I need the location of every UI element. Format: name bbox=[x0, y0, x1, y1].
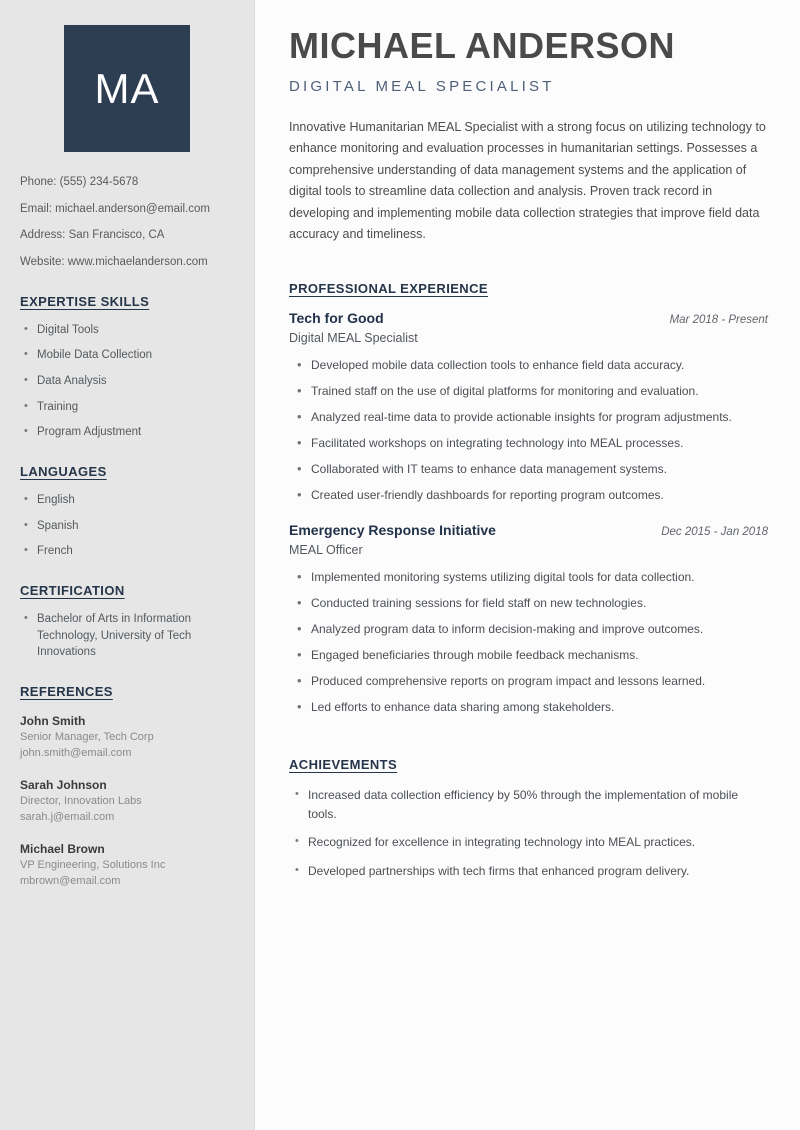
reference-email: sarah.j@email.com bbox=[20, 810, 115, 823]
list-item: • Analyzed program data to inform decision-making and improve outcomes. bbox=[289, 620, 768, 638]
section-heading-references: REFERENCES bbox=[20, 684, 113, 700]
list-item: • Training bbox=[20, 399, 234, 416]
experience-bullets bbox=[289, 568, 768, 716]
contact-phone: Phone: (555) 234-5678 bbox=[20, 176, 139, 188]
avatar bbox=[64, 25, 190, 152]
experience-header bbox=[289, 310, 768, 326]
achievements-list bbox=[289, 786, 768, 880]
list-item: • Facilitated workshops on integrating technology into MEAL processes. bbox=[289, 434, 768, 452]
list-item: • Conducted training sessions for field staff on new technologies. bbox=[289, 594, 768, 612]
reference-name: Sarah Johnson bbox=[20, 777, 107, 792]
section-heading-experience: PROFESSIONAL EXPERIENCE bbox=[289, 281, 488, 297]
professional-title: DIGITAL MEAL SPECIALIST bbox=[289, 77, 555, 95]
list-item: • Recognized for excellence in integrating technology into MEAL practices. bbox=[289, 833, 768, 852]
experience-item bbox=[289, 310, 768, 504]
section-certification bbox=[20, 582, 234, 661]
list-item: • Produced comprehensive reports on program impact and lessons learned. bbox=[289, 672, 768, 690]
contact-website: Website: www.michaelanderson.com bbox=[20, 256, 208, 269]
list-item: • Bachelor of Arts in Information Technology, University of Tech Innovations bbox=[20, 611, 234, 661]
languages-list bbox=[20, 492, 234, 560]
list-item: • Data Analysis bbox=[20, 373, 234, 390]
reference-name: Michael Brown bbox=[20, 841, 105, 856]
contact-address: Address: San Francisco, CA bbox=[20, 229, 165, 242]
list-item: • Program Adjustment bbox=[20, 424, 234, 441]
reference-item bbox=[20, 840, 234, 890]
section-heading-languages: LANGUAGES bbox=[20, 464, 107, 480]
list-item: • Developed partnerships with tech firms that enhanced program delivery. bbox=[289, 862, 768, 881]
list-item: • Created user-friendly dashboards for reporting program outcomes. bbox=[289, 486, 768, 504]
list-item: • Digital Tools bbox=[20, 322, 234, 339]
sidebar bbox=[0, 0, 255, 1130]
list-item: • Developed mobile data collection tools to enhance field data accuracy. bbox=[289, 356, 768, 374]
reference-role: VP Engineering, Solutions Inc bbox=[20, 858, 166, 871]
experience-bullets bbox=[289, 356, 768, 504]
section-heading-skills: EXPERTISE SKILLS bbox=[20, 293, 150, 309]
experience-company: Tech for Good bbox=[289, 310, 384, 327]
list-item: • Mobile Data Collection bbox=[20, 347, 234, 364]
list-item: • French bbox=[20, 543, 234, 560]
section-languages bbox=[20, 463, 234, 560]
main-content bbox=[255, 0, 800, 1130]
list-item: • Implemented monitoring systems utilizing digital tools for data collection. bbox=[289, 568, 768, 586]
experience-role: Digital MEAL Specialist bbox=[289, 331, 418, 346]
section-heading-achievements: ACHIEVEMENTS bbox=[289, 757, 398, 773]
experience-company: Emergency Response Initiative bbox=[289, 522, 496, 539]
reference-role: Director, Innovation Labs bbox=[20, 794, 142, 807]
reference-email: mbrown@email.com bbox=[20, 874, 121, 887]
reference-item bbox=[20, 712, 234, 762]
list-item: • English bbox=[20, 492, 234, 509]
list-item: • Increased data collection efficiency by 50% through the implementation of mobile tools. bbox=[289, 786, 768, 823]
experience-date: Mar 2018 - Present bbox=[669, 314, 768, 327]
list-item: • Spanish bbox=[20, 518, 234, 535]
page-title: MICHAEL ANDERSON bbox=[289, 25, 676, 66]
skills-list bbox=[20, 322, 234, 441]
section-expertise-skills bbox=[20, 293, 234, 441]
experience-item bbox=[289, 522, 768, 716]
professional-summary: Innovative Humanitarian MEAL Specialist with a strong focus on utilizing technology to enhance monitoring and evaluation processes in humanitarian settings. Possesses a comprehensive understanding of data management systems and the application of digital tools to streamline data collection and analysis. Proven track record in developing and implementing mobile data collection strategies that improve field data accuracy and timeliness. bbox=[289, 119, 766, 242]
certification-list bbox=[20, 611, 234, 661]
avatar-initials: MA bbox=[94, 64, 160, 112]
section-references bbox=[20, 683, 234, 890]
reference-role: Senior Manager, Tech Corp bbox=[20, 731, 154, 744]
list-item: • Analyzed real-time data to provide actionable insights for program adjustments. bbox=[289, 408, 768, 426]
reference-item bbox=[20, 776, 234, 826]
list-item: • Led efforts to enhance data sharing among stakeholders. bbox=[289, 698, 768, 716]
experience-date: Dec 2015 - Jan 2018 bbox=[661, 526, 768, 539]
contact-email: Email: michael.anderson@email.com bbox=[20, 202, 210, 215]
experience-role: MEAL Officer bbox=[289, 543, 363, 558]
contact-info bbox=[20, 174, 234, 271]
list-item: • Collaborated with IT teams to enhance data management systems. bbox=[289, 460, 768, 478]
reference-name: John Smith bbox=[20, 714, 86, 729]
reference-email: john.smith@email.com bbox=[20, 747, 132, 760]
experience-header bbox=[289, 522, 768, 538]
section-heading-certification: CERTIFICATION bbox=[20, 583, 125, 599]
list-item: • Trained staff on the use of digital platforms for monitoring and evaluation. bbox=[289, 382, 768, 400]
list-item: • Engaged beneficiaries through mobile feedback mechanisms. bbox=[289, 646, 768, 664]
